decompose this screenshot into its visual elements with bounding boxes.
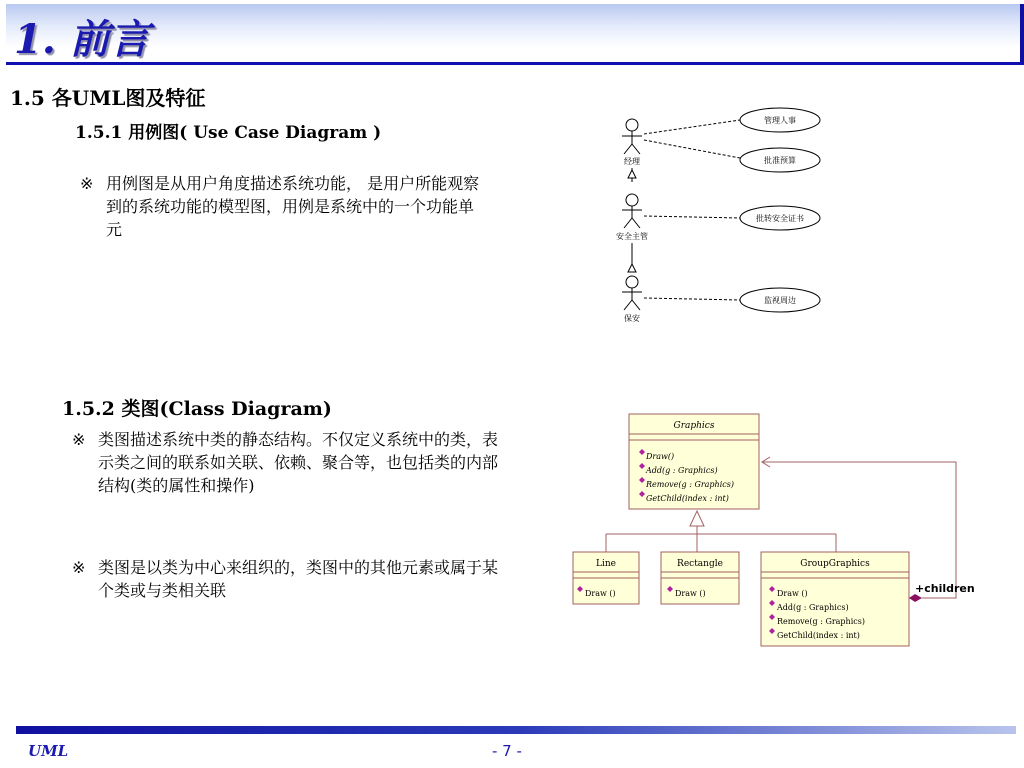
bullet-mark: ※ xyxy=(72,558,86,577)
actor-manager xyxy=(622,119,642,154)
class-name: Graphics xyxy=(673,421,715,431)
class-op: Draw () xyxy=(777,589,808,598)
class-op: Draw () xyxy=(585,589,616,598)
bullet-mark: ※ xyxy=(72,430,86,449)
classdiagram-description-1: 类图描述系统中类的静态结构。不仅定义系统中的类，表示类之间的联系如关联、依赖、聚合等，也包括类的内部结构(类的属性和操作) xyxy=(98,430,499,495)
classdiagram-bullet-1 xyxy=(72,428,502,497)
generalization-arrow xyxy=(628,170,636,178)
class-name: Line xyxy=(596,559,616,569)
actor-guard xyxy=(622,276,642,310)
class-line xyxy=(573,552,639,604)
actor-security-chief xyxy=(622,194,642,228)
usecase-diagram xyxy=(600,100,840,330)
association-label: +children xyxy=(915,582,975,595)
class-name: Rectangle xyxy=(677,559,723,569)
footer-label: UML xyxy=(28,742,69,760)
association-lines xyxy=(644,120,740,300)
usecase-description: 用例图是从用户角度描述系统功能， 是用户所能观察到的系统功能的模型图，用例是系统中的一个功能单元 xyxy=(106,174,480,239)
class-diagram xyxy=(566,408,976,654)
class-op: GetChild(index : int) xyxy=(777,631,860,640)
actor-label: 经理 xyxy=(624,157,640,166)
actor-label: 安全主管 xyxy=(616,232,648,241)
class-name: GroupGraphics xyxy=(800,559,870,569)
inheritance-arrow xyxy=(690,511,704,526)
page-number: - 7 - xyxy=(492,742,522,760)
inheritance-lines xyxy=(606,526,836,552)
classdiagram-description-2: 类图是以类为中心来组织的，类图中的其他元素或属于某个类或与类相关联 xyxy=(98,558,499,600)
usecase-label: 监视周边 xyxy=(764,296,796,305)
class-op: GetChild(index : int) xyxy=(646,494,729,503)
class-op: Remove(g : Graphics) xyxy=(777,617,865,626)
class-op: Add(g : Graphics) xyxy=(646,466,718,475)
classdiagram-bullet-2 xyxy=(72,556,502,602)
class-groupgraphics xyxy=(761,552,909,646)
aggregation-diamond xyxy=(909,594,922,602)
generalization-arrow xyxy=(628,264,636,272)
usecase-label: 批转安全证书 xyxy=(756,214,804,223)
usecase-label: 批准预算 xyxy=(764,156,796,165)
class-rectangle xyxy=(661,552,739,604)
classdiagram-heading: 1.5.2 类图(Class Diagram) xyxy=(62,398,332,420)
bullet-mark: ※ xyxy=(80,174,94,193)
slide-title: 1. 前言 xyxy=(14,16,150,63)
title-underline xyxy=(6,62,1024,65)
class-op: Draw () xyxy=(675,589,706,598)
usecase-heading: 1.5.1 用例图( Use Case Diagram ) xyxy=(75,123,382,143)
actor-label: 保安 xyxy=(624,314,640,323)
class-op: Draw() xyxy=(646,452,675,461)
usecase-bullet xyxy=(80,172,480,241)
title-banner xyxy=(6,4,1024,62)
usecase-label: 管理人事 xyxy=(764,116,796,125)
class-graphics xyxy=(629,414,759,509)
footer-bar xyxy=(16,726,1016,734)
section-title: 1.5 各UML图及特征 xyxy=(10,86,206,110)
class-op: Remove(g : Graphics) xyxy=(646,480,734,489)
class-op: Add(g : Graphics) xyxy=(777,603,849,612)
